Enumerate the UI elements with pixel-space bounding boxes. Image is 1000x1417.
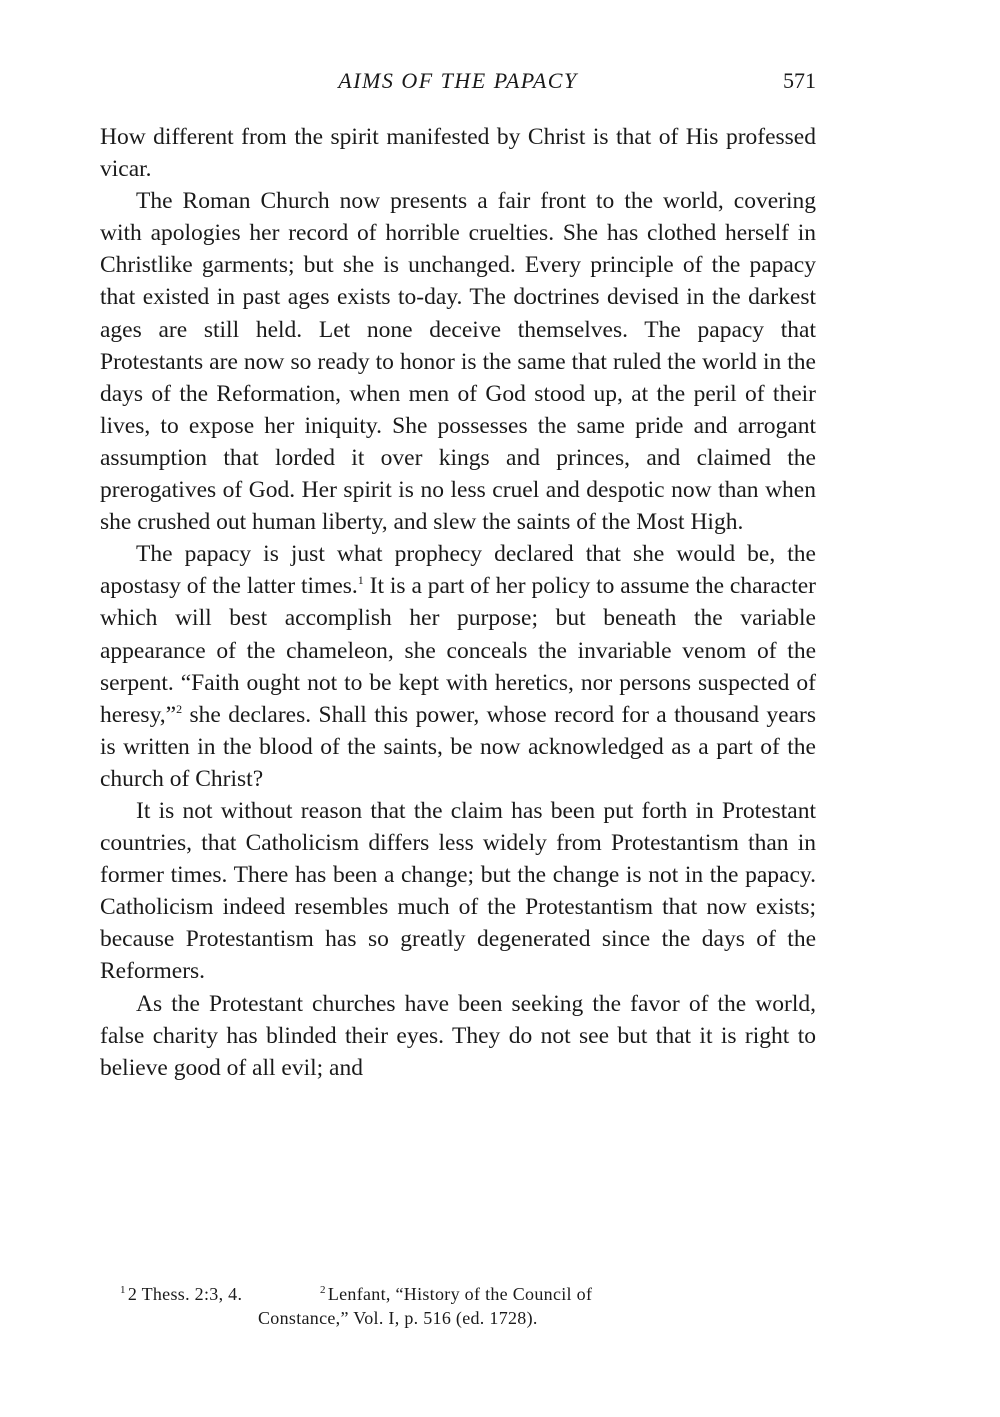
- paragraph-3: [100, 538, 816, 795]
- paragraph-3-part-c: she declares. Shall this power, whose record for a thousand years is written in the blood of the saints, be now acknowledged as a part of the church of Christ?: [100, 701, 816, 792]
- footnote-2-mark: 2: [320, 1284, 326, 1296]
- footnote-2: [320, 1282, 820, 1306]
- footnote-2-text: Lenfant, “History of the Council of: [327, 1284, 593, 1304]
- body-text: [100, 121, 816, 1084]
- page-number: 571: [783, 68, 816, 93]
- footnote-ref-2[interactable]: 2: [176, 701, 183, 716]
- paragraph-2: The Roman Church now presents a fair front to the world, covering with apologies her record of horrible cruelties. She has clothed herself in Christlike garments; but she is unchanged. Every principle of the papacy that existed in past ages exists to-day. The doctrines devised in the darkest ages are still held. Let none deceive themselves. The papacy that Protestants are now so ready to honor is the same that ruled the world in the days of the Reformation, when men of God stood up, at the peril of their lives, to expose her iniquity. She possesses the same pride and arrogant assumption that lorded it over kings and princes, and claimed the prerogatives of God. Her spirit is no less cruel and despotic now than when she crushed out human liberty, and slew the saints of the Most High.: [100, 188, 816, 536]
- footnote-row: [120, 1282, 820, 1306]
- paragraph-1: How different from the spirit manifested by Christ is that of His professed vicar.: [100, 124, 816, 183]
- footnote-1-text: 2 Thess. 2:3, 4.: [127, 1284, 243, 1304]
- paragraph-3-part-a: The papacy is just what prophecy declared that she would be, the apostasy of the latter times.: [100, 541, 816, 600]
- paragraph-3-part-b: It is a part of her policy to assume the character which will best accomplish her purpose; but beneath the variable appearance of the chameleon, she conceals the invariable venom of the serpent. “Faith ought not to be kept with heretics, nor persons suspected of heresy,”: [100, 573, 816, 728]
- paragraph-5: As the Protestant churches have been seeking the favor of the world, false charity has blinded their eyes. They do not see but that it is right to believe good of all evil; and: [100, 990, 816, 1081]
- footnotes: [120, 1282, 820, 1330]
- page-header: [100, 68, 816, 102]
- footnote-2-continuation: Constance,” Vol. I, p. 516 (ed. 1728).: [258, 1308, 538, 1328]
- footnote-1: [120, 1282, 320, 1306]
- paragraph-4: It is not without reason that the claim has been put forth in Protestant countries, that Catholicism differs less widely from Protestantism than in former times. There has been a change; but the change is not in the papacy. Catholicism indeed resembles much of the Protestantism that now exists; because Protestantism has so greatly degenerated since the days of the Reformers.: [100, 797, 816, 985]
- running-head: AIMS OF THE PAPACY: [338, 68, 578, 93]
- footnote-1-mark: 1: [120, 1284, 126, 1296]
- footnote-ref-1[interactable]: 1: [357, 573, 364, 588]
